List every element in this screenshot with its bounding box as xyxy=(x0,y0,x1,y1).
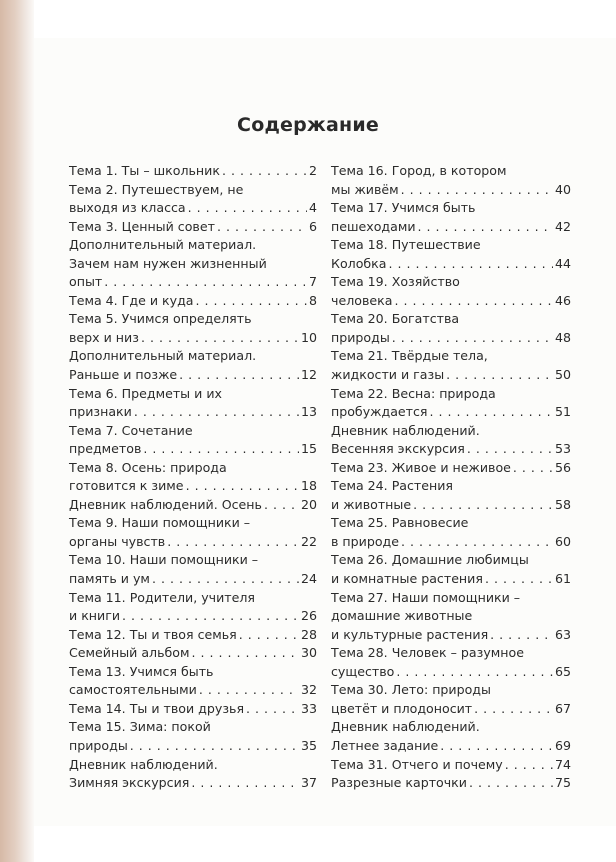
toc-entry-title: Дневник наблюдений. xyxy=(331,719,480,735)
toc-entry-title: Тема 26. Домашние любимцы xyxy=(331,552,529,568)
dot-leader xyxy=(143,440,299,459)
toc-entry xyxy=(69,737,317,756)
toc-entry-title: Тема 11. Родители, учителя xyxy=(69,589,255,605)
toc-entry-title: пешеходами xyxy=(331,218,416,234)
toc-page-number: 26 xyxy=(300,608,317,624)
toc-entry xyxy=(69,570,317,589)
toc-entry xyxy=(331,589,571,608)
toc-entry-title: природы xyxy=(69,737,128,753)
toc-entry xyxy=(331,181,571,200)
toc-entry xyxy=(331,422,571,441)
toc-entry-title: человека xyxy=(331,292,393,308)
toc-entry-title: Тема 20. Богатства xyxy=(331,311,460,327)
toc-entry xyxy=(69,681,317,700)
toc-entry xyxy=(331,440,571,459)
toc-entry xyxy=(69,459,317,478)
toc-entry-title: выходя из класса xyxy=(69,200,186,216)
toc-entry-title: и животные xyxy=(331,496,412,512)
toc-entry xyxy=(331,718,571,737)
dot-leader xyxy=(130,737,299,756)
toc-entry-title: Дневник наблюдений. Осень xyxy=(69,496,262,512)
dot-leader xyxy=(122,607,299,626)
toc-page-number: 15 xyxy=(300,441,317,457)
toc-entry xyxy=(69,644,317,663)
toc-entry xyxy=(331,459,571,478)
toc-entry xyxy=(69,774,317,793)
toc-entry xyxy=(331,514,571,533)
toc-entry-title: Тема 24. Растения xyxy=(331,478,454,494)
toc-entry xyxy=(69,700,317,719)
toc-entry-title: Тема 23. Живое и неживое xyxy=(331,459,511,475)
toc-entry-title: Дневник наблюдений. xyxy=(331,422,480,438)
toc-entry-title: Тема 15. Зима: покой xyxy=(69,719,211,735)
toc-entry-title: Тема 25. Равновесие xyxy=(331,515,469,531)
toc-page-number: 28 xyxy=(300,626,317,642)
toc-entry-title: пробуждается xyxy=(331,404,428,420)
dot-leader xyxy=(192,644,299,663)
toc-page-number: 13 xyxy=(300,404,317,420)
toc-entry-title: Зачем нам нужен жизненный xyxy=(69,255,267,271)
dot-leader xyxy=(474,700,553,719)
toc-entry-title: органы чувств xyxy=(69,533,166,549)
dot-leader xyxy=(401,181,553,200)
toc-entry xyxy=(331,366,571,385)
toc-entry xyxy=(69,218,317,237)
toc-entry xyxy=(331,477,571,496)
dot-leader xyxy=(264,496,299,515)
toc-page-number: 10 xyxy=(300,329,317,345)
toc-page-number: 37 xyxy=(300,775,317,791)
toc-entry xyxy=(69,663,317,682)
toc-entry xyxy=(69,347,317,366)
toc-page-number: 63 xyxy=(554,626,571,642)
dot-leader xyxy=(186,477,299,496)
dot-leader xyxy=(188,199,307,218)
toc-entry-title: и комнатные растения xyxy=(331,571,483,587)
toc-entry xyxy=(69,292,317,311)
toc-entry-title: Тема 9. Наши помощники – xyxy=(69,515,251,531)
toc-page-number: 46 xyxy=(554,292,571,308)
toc-entry-title: Тема 3. Ценный совет xyxy=(69,218,215,234)
dot-leader xyxy=(222,162,307,181)
toc-entry xyxy=(69,329,317,348)
toc-entry xyxy=(69,273,317,292)
toc-entry xyxy=(69,551,317,570)
dot-leader xyxy=(418,218,553,237)
toc-entry xyxy=(69,255,317,274)
toc-page-number: 24 xyxy=(300,571,317,587)
toc-entry xyxy=(69,718,317,737)
toc-entry-title: опыт xyxy=(69,274,103,290)
toc-entry xyxy=(331,162,571,181)
toc-column-left xyxy=(69,162,317,793)
dot-leader xyxy=(394,292,553,311)
toc-entry-title: существо xyxy=(331,663,395,679)
toc-entry-title: Весенняя экскурсия xyxy=(331,441,465,457)
dot-leader xyxy=(179,366,299,385)
toc-page-number: 8 xyxy=(308,292,317,308)
toc-entry-title: Дополнительный материал. xyxy=(69,348,257,364)
toc-entry xyxy=(69,422,317,441)
toc-entry-title: Тема 14. Ты и твои друзья xyxy=(69,700,245,716)
toc-page-number: 33 xyxy=(300,700,317,716)
toc-entry-title: Тема 31. Отчего и почему xyxy=(331,756,503,772)
toc-entry xyxy=(69,403,317,422)
bottom-margin xyxy=(0,826,616,862)
toc-entry-title: предметов xyxy=(69,441,142,457)
toc-entry-title: Тема 6. Предметы и их xyxy=(69,385,222,401)
toc-entry xyxy=(331,385,571,404)
dot-leader xyxy=(513,459,553,478)
toc-entry-title: Тема 21. Твёрдые тела, xyxy=(331,348,488,364)
toc-entry-title: Семейный альбом xyxy=(69,645,190,661)
toc-entry xyxy=(331,644,571,663)
dot-leader xyxy=(217,218,307,237)
dot-leader xyxy=(199,681,299,700)
toc-page-number: 42 xyxy=(554,218,571,234)
toc-page-number: 4 xyxy=(308,200,317,216)
toc-entry xyxy=(331,218,571,237)
dot-leader xyxy=(446,366,553,385)
toc-page-number: 12 xyxy=(300,367,317,383)
toc-entry-title: Раньше и позже xyxy=(69,367,178,383)
toc-entry-title: Тема 7. Сочетание xyxy=(69,422,193,438)
toc-entry-title: Тема 4. Где и куда xyxy=(69,292,194,308)
toc-entry-title: мы живём xyxy=(331,181,399,197)
toc-entry-title: готовится к зиме xyxy=(69,478,184,494)
toc-entry xyxy=(331,626,571,645)
toc-entry xyxy=(331,570,571,589)
toc-entry-title: домашние животные xyxy=(331,608,473,624)
toc-entry-title: Тема 30. Лето: природы xyxy=(331,682,491,698)
toc-entry xyxy=(331,347,571,366)
toc-entry-title: Тема 18. Путешествие xyxy=(331,237,481,253)
toc-entry-title: Тема 2. Путешествуем, не xyxy=(69,181,244,197)
toc-entry-title: Тема 16. Город, в котором xyxy=(331,163,507,178)
toc-entry xyxy=(69,626,317,645)
toc-entry-title: самостоятельными xyxy=(69,682,197,698)
toc-page-number: 58 xyxy=(554,496,571,512)
toc-entry-title: Тема 19. Хозяйство xyxy=(331,274,460,290)
toc-entry xyxy=(331,236,571,255)
toc-page-number: 18 xyxy=(300,478,317,494)
toc-page-number: 56 xyxy=(554,459,571,475)
toc-entry xyxy=(69,756,317,775)
toc-entry xyxy=(69,181,317,200)
toc-entry-title: Дневник наблюдений. xyxy=(69,756,218,772)
toc-entry-title: верх и низ xyxy=(69,329,139,345)
toc-entry xyxy=(331,496,571,515)
toc-page-number: 7 xyxy=(308,274,317,290)
toc-entry-title: Тема 22. Весна: природа xyxy=(331,385,496,401)
toc-entry xyxy=(331,700,571,719)
toc-page-number: 67 xyxy=(554,700,571,716)
dot-leader xyxy=(396,663,553,682)
toc-entry xyxy=(69,607,317,626)
toc-entry xyxy=(69,496,317,515)
toc-entry-title: Разрезные карточки xyxy=(331,775,467,791)
toc-page-number: 6 xyxy=(308,218,317,234)
toc-entry xyxy=(69,366,317,385)
toc-entry-title: Тема 17. Учимся быть xyxy=(331,200,476,216)
toc-page-number: 35 xyxy=(300,737,317,753)
toc-page-number: 40 xyxy=(554,181,571,197)
toc-entry-title: память и ум xyxy=(69,571,150,587)
dot-leader xyxy=(401,533,553,552)
dot-leader xyxy=(104,273,307,292)
toc-entry-title: Тема 5. Учимся определять xyxy=(69,311,252,327)
toc-page-number: 74 xyxy=(554,756,571,772)
toc-entry xyxy=(331,199,571,218)
toc-entry-title: Колобка xyxy=(331,255,387,271)
toc-entry-title: Тема 1. Ты – школьник xyxy=(69,163,220,178)
dot-leader xyxy=(469,774,553,793)
toc-entry xyxy=(331,681,571,700)
toc-page-number: 50 xyxy=(554,367,571,383)
toc-entry xyxy=(69,199,317,218)
dot-leader xyxy=(430,403,553,422)
toc-entry-title: природы xyxy=(331,329,390,345)
dot-leader xyxy=(490,626,553,645)
toc-entry xyxy=(69,440,317,459)
toc-entry xyxy=(331,533,571,552)
toc-entry-title: Тема 28. Человек – разумное xyxy=(331,645,524,661)
toc-entry-title: и книги xyxy=(69,608,121,624)
toc-entry xyxy=(69,514,317,533)
top-margin xyxy=(0,0,616,38)
toc-entry-title: Зимняя экскурсия xyxy=(69,775,190,791)
toc-entry xyxy=(331,756,571,775)
toc-entry xyxy=(331,403,571,422)
toc-entry xyxy=(331,273,571,292)
dot-leader xyxy=(191,774,299,793)
toc-entry xyxy=(69,310,317,329)
dot-leader xyxy=(167,533,299,552)
toc-entry-title: Тема 10. Наши помощники – xyxy=(69,552,259,568)
dot-leader xyxy=(152,570,299,589)
dot-leader xyxy=(440,737,553,756)
toc-entry-title: Тема 13. Учимся быть xyxy=(69,663,214,679)
toc-page-number: 60 xyxy=(554,533,571,549)
dot-leader xyxy=(389,255,553,274)
toc-page-number: 48 xyxy=(554,329,571,345)
toc-entry xyxy=(69,477,317,496)
toc-entry xyxy=(331,774,571,793)
toc-entry xyxy=(331,737,571,756)
toc-entry xyxy=(331,329,571,348)
page-title: Содержание xyxy=(237,114,379,136)
toc-entry xyxy=(331,310,571,329)
toc-page-number: 22 xyxy=(300,533,317,549)
toc-entry-title: Тема 27. Наши помощники – xyxy=(331,589,521,605)
toc-entry xyxy=(331,292,571,311)
toc-entry-title: Летнее задание xyxy=(331,737,439,753)
toc-entry-title: Тема 8. Осень: природа xyxy=(69,459,227,475)
dot-leader xyxy=(141,329,299,348)
dot-leader xyxy=(196,292,307,311)
toc-entry xyxy=(69,162,317,181)
dot-leader xyxy=(485,570,553,589)
toc-entry xyxy=(331,663,571,682)
toc-entry xyxy=(69,385,317,404)
dot-leader xyxy=(505,756,553,775)
toc-entry-title: признаки xyxy=(69,404,132,420)
toc-column-right xyxy=(331,162,571,793)
toc-entry-title: цветёт и плодоносит xyxy=(331,700,473,716)
toc-page-number: 61 xyxy=(554,571,571,587)
toc-entry-title: Тема 12. Ты и твоя семья xyxy=(69,626,237,642)
toc-entry xyxy=(69,236,317,255)
toc-page-number: 2 xyxy=(308,163,317,178)
toc-page-number: 44 xyxy=(554,255,571,271)
toc-entry-title: Дополнительный материал. xyxy=(69,237,257,253)
toc-entry xyxy=(331,607,571,626)
toc-entry-title: и культурные растения xyxy=(331,626,489,642)
toc-entry-title: жидкости и газы xyxy=(331,367,445,383)
toc-entry xyxy=(69,533,317,552)
toc-entry xyxy=(69,589,317,608)
dot-leader xyxy=(246,700,299,719)
toc-entry xyxy=(331,551,571,570)
toc-page-number: 32 xyxy=(300,682,317,698)
dot-leader xyxy=(239,626,299,645)
toc-page-number: 75 xyxy=(554,775,571,791)
toc-entry-title: в природе xyxy=(331,533,399,549)
toc-page-number: 69 xyxy=(554,737,571,753)
dot-leader xyxy=(413,496,553,515)
toc-entry xyxy=(331,255,571,274)
toc-page-number: 30 xyxy=(300,645,317,661)
toc-page-number: 51 xyxy=(554,404,571,420)
dot-leader xyxy=(392,329,553,348)
dot-leader xyxy=(467,440,553,459)
toc-page-number: 53 xyxy=(554,441,571,457)
toc-page-number: 65 xyxy=(554,663,571,679)
dot-leader xyxy=(134,403,299,422)
toc-page-number: 20 xyxy=(300,496,317,512)
